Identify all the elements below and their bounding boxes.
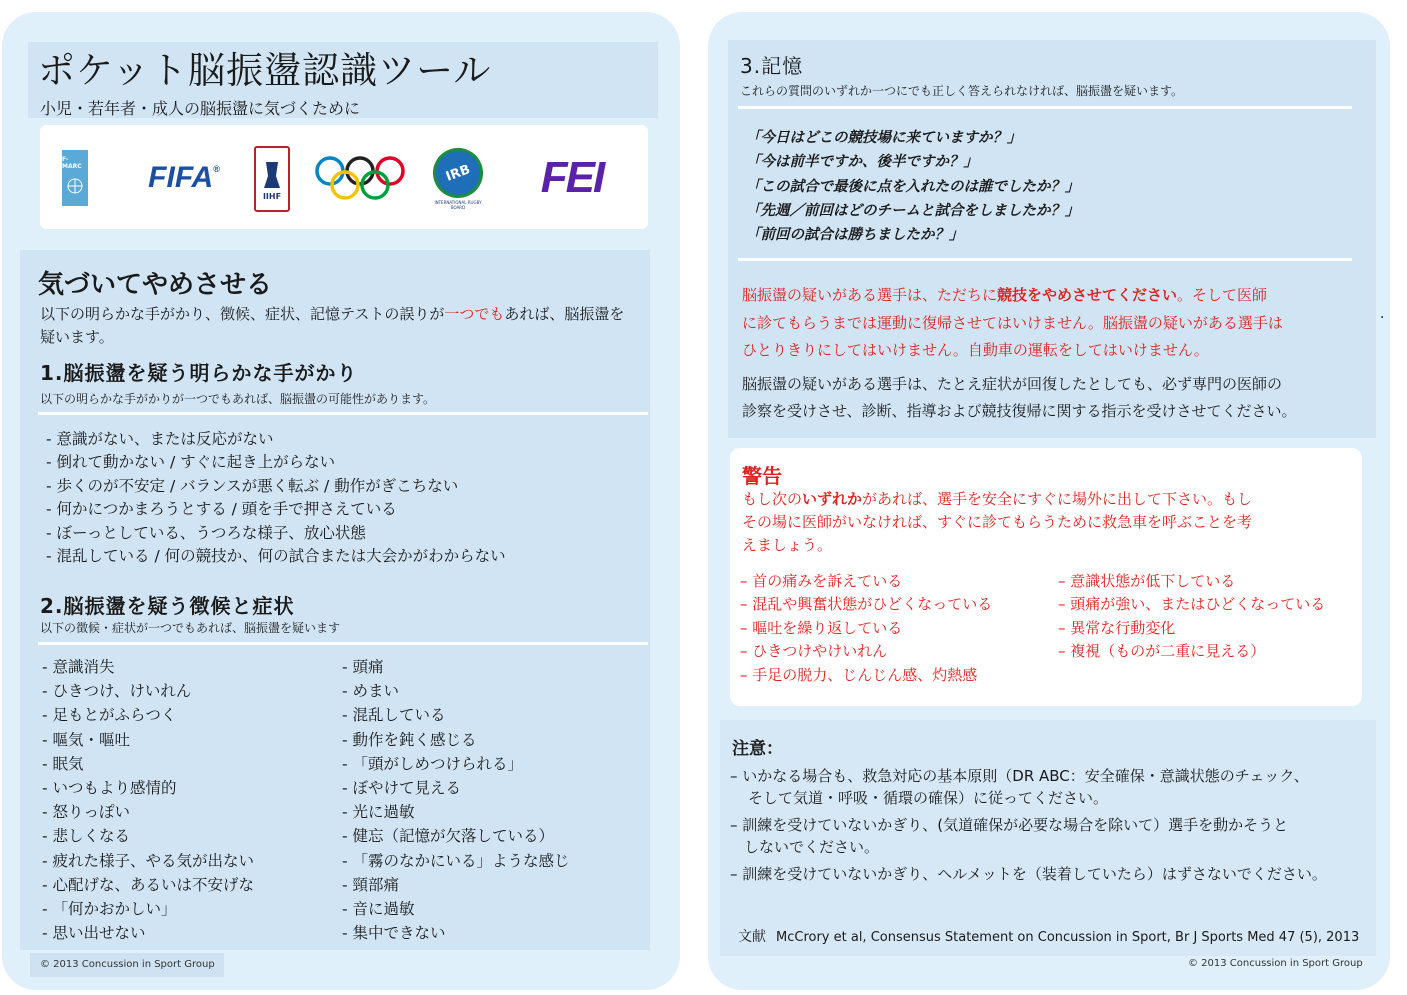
- symptom-list-item: - 眠気: [42, 754, 84, 773]
- sign-list-item: - 意識がない、または反応がない: [46, 430, 274, 448]
- warning-list-right: [1058, 570, 1325, 664]
- action-line2: に診てもらうまでは運動に復帰させてはいけません。脳振盪の疑いがある選手は: [742, 313, 1283, 332]
- reference-text: McCrory et al, Consensus Statement on Concussion in Sport, Br J Sports Med 47 (5), 2013: [776, 930, 1360, 945]
- fmarc-logo: [62, 150, 88, 206]
- section1-heading: 1.脳振盪を疑う明らかな手がかり: [40, 361, 358, 385]
- warning-list-item: – 嘔吐を繰り返している: [740, 618, 903, 637]
- fifa-logo: [138, 158, 230, 198]
- section3-subtitle: これらの質問のいずれか一つにでも正しく答えられなければ、脳振盪を疑います。: [740, 84, 1184, 98]
- memory-question: 「この試合で最後に点を入れたのは誰でしたか？」: [746, 178, 1080, 195]
- left-copyright: © 2013 Concussion in Sport Group: [40, 959, 215, 970]
- olympic-ring: [377, 158, 403, 184]
- fei-logo-text: FEI: [540, 153, 604, 202]
- warning-line3: えましょう。: [742, 536, 833, 554]
- symptom-list-item: - 「頭がしめつけられる」: [342, 754, 524, 773]
- warning-any-emphasis: いずれか: [802, 490, 863, 508]
- symptom-list-item: - 足もとがふらつく: [42, 706, 177, 725]
- symptom-list-item: - 疲れた様子、やる気が出ない: [42, 851, 255, 870]
- warning-list-item: – 頭痛が強い、またはひどくなっている: [1058, 595, 1326, 614]
- memory-question: 「今は前半ですか、後半ですか？」: [746, 154, 978, 171]
- reference: [738, 926, 1359, 946]
- warning-heading: 警告: [742, 464, 782, 488]
- recognize-intro: [40, 303, 650, 349]
- symptom-list-item: - めまい: [342, 682, 400, 701]
- warning-list-item: – 意識状態が低下している: [1058, 572, 1236, 590]
- warning-text: [742, 488, 1252, 557]
- memory-question: 「前回の試合は勝ちましたか？」: [746, 227, 964, 244]
- action-text: [742, 282, 1297, 426]
- section2-list-right: [342, 655, 570, 945]
- recognize-heading: 気づいてやめさせる: [38, 270, 273, 300]
- caution-item2-line2: しないでください。: [744, 837, 880, 856]
- warning-list-left: [740, 570, 992, 687]
- warning-line2: その場に医師がいなければ、すぐに診てもらうために救急車を呼ぶことを考: [742, 513, 1253, 531]
- olympic-ring: [362, 172, 388, 198]
- section1-subtitle: 以下の明らかな手がかりが一つでもあれば、脳振盪の可能性があります。: [40, 392, 436, 406]
- sign-list-item: - 混乱している / 何の競技か、何の試合または大会かがわからない: [46, 547, 506, 566]
- action-stop-emphasis: 競技をやめさせてください: [997, 286, 1178, 304]
- rugby-ball-icon: [426, 141, 490, 205]
- symptom-list-item: - 怒りっぽい: [42, 803, 131, 822]
- sign-list-item: - 何かにつかまろうとする / 頭を手で押さえている: [46, 500, 397, 519]
- section3-heading: 3.記憶: [740, 54, 804, 78]
- symptom-list-item: - 思い出せない: [42, 924, 146, 943]
- fei-logo: [512, 152, 632, 204]
- iihf-logo-text: IIHF: [262, 191, 282, 201]
- olympic-ring: [332, 172, 358, 198]
- symptom-list-item: - 嘔気・嘔吐: [42, 730, 131, 749]
- action-line1: 脳振盪の疑いがある選手は、ただちに: [742, 286, 998, 304]
- symptom-list-item: - いつもより感情的: [42, 779, 177, 798]
- memory-questions: [746, 126, 1080, 247]
- action-line5: 診察を受けさせ、診断、指導および競技復帰に関する指示を受けさせてください。: [742, 402, 1297, 420]
- section3-divider-bottom: [738, 258, 1352, 261]
- recognize-intro-highlight: 一つでも: [444, 305, 505, 323]
- warning-list-item: – 異常な行動変化: [1058, 618, 1176, 637]
- symptom-list-item: - 意識消失: [42, 658, 115, 676]
- caution-item1-line2: そして気道・呼吸・循環の確保）に従ってください。: [748, 788, 1109, 807]
- caution-heading: 注意：: [732, 739, 783, 759]
- caution-item3: – 訓練を受けていないかぎり、ヘルメットを（装着していたら）はずさないでください。: [730, 865, 1327, 883]
- symptom-list-item: - 集中できない: [342, 924, 446, 943]
- section2-heading: 2.脳振盪を疑う徴候と症状: [40, 594, 295, 618]
- section2-subtitle: 以下の徴候・症状が一つでもあれば、脳振盪を疑います: [40, 621, 341, 635]
- warning-list-item: – 手足の脱力、じんじん感、灼熱感: [740, 665, 978, 684]
- section1-divider: [38, 412, 648, 415]
- recognize-intro-text: 以下の明らかな手がかり、徴候、症状、記憶テストの誤りが: [40, 305, 445, 323]
- sign-list-item: - ぼーっとしている、うつろな様子、放心状態: [46, 523, 366, 542]
- symptom-list-item: - 悲しくなる: [42, 827, 131, 846]
- section2-list-left: [42, 655, 254, 945]
- irb-logo-subtext: INTERNATIONAL RUGBY BOARD: [434, 200, 482, 210]
- stray-dot: .: [1380, 306, 1385, 322]
- symptom-list-item: - 音に過敏: [342, 900, 415, 919]
- olympic-ring: [347, 158, 373, 184]
- caution-item2-line1: – 訓練を受けていないかぎり、(気道確保が必要な場合を除いて）選手を動かそうと: [730, 816, 1289, 834]
- iihf-logo: [254, 146, 290, 212]
- warning-list-item: – 複視（ものが二重に見える）: [1058, 642, 1266, 661]
- warning-list-item: – ひきつけやけいれん: [740, 642, 888, 661]
- page-title: ポケット脳振盪認識ツール: [38, 49, 492, 92]
- sign-list-item: - 倒れて動かない / すぐに起き上がらない: [46, 453, 336, 472]
- recognize-intro-line2: 疑います。: [40, 328, 114, 346]
- memory-question: 「今日はどこの競技場に来ていますか？」: [746, 130, 1022, 146]
- symptom-list-item: - ぼやけて見える: [342, 779, 462, 798]
- symptom-list-item: - 「霧のなかにいる」ような感じ: [342, 851, 570, 870]
- reference-label: 文献: [738, 929, 766, 945]
- warning-line1-end: があれば、選手を安全にすぐに場外に出して下さい。もし: [862, 490, 1253, 508]
- action-line1-end: 。そして医師: [1177, 286, 1268, 304]
- action-line4: 脳振盪の疑いがある選手は、たとえ症状が回復したとしても、必ず専門の医師の: [742, 374, 1283, 393]
- caution-item1-line1: – いかなる場合も、救急対応の基本原則（DR ABC：安全確保・意識状態のチェック、: [730, 767, 1309, 785]
- irb-logo-text: IRB: [443, 161, 473, 185]
- fifa-logo-text: FIFA: [148, 161, 214, 194]
- right-copyright: © 2013 Concussion in Sport Group: [1188, 958, 1363, 969]
- symptom-list-item: - 心配げな、あるいは不安げな: [42, 875, 255, 894]
- warning-line1: もし次の: [742, 490, 803, 508]
- action-line3: ひとりきりにしてはいけません。自動車の運転をしてはいけません。: [742, 341, 1209, 359]
- irb-logo: [430, 148, 486, 210]
- symptom-list-item: - 動作を鈍く感じる: [342, 730, 477, 749]
- symptom-list-item: - 健忘（記憶が欠落している）: [342, 827, 555, 846]
- section1-list: [46, 428, 506, 568]
- symptom-list-item: - 「何かおかしい」: [42, 900, 177, 919]
- memory-question: 「先週／前回はどのチームと試合をしましたか？」: [746, 202, 1080, 219]
- warning-list-item: – 混乱や興奮状態がひどくなっている: [740, 595, 993, 614]
- section3-divider-top: [738, 106, 1352, 109]
- symptom-list-item: - 混乱している: [342, 706, 446, 725]
- olympic-rings-logo: [314, 154, 406, 204]
- symptom-list-item: - 光に過敏: [342, 803, 415, 822]
- hockey-player-icon: [260, 158, 284, 192]
- page-subtitle: 小児・若年者・成人の脳振盪に気づくために: [40, 99, 361, 118]
- symptom-list-item: - ひきつけ、けいれん: [42, 682, 192, 701]
- globe-icon: [65, 170, 85, 200]
- symptom-list-item: - 頭痛: [342, 658, 384, 676]
- recognize-intro-text-end: あれば、脳振盪を: [504, 305, 625, 323]
- sign-list-item: - 歩くのが不安定 / バランスが悪く転ぶ / 動作がぎこちない: [46, 476, 459, 495]
- fmarc-logo-text: F-MARC: [62, 156, 82, 170]
- caution-text: [730, 766, 1327, 886]
- warning-list-item: – 首の痛みを訴えている: [740, 572, 903, 590]
- olympic-ring: [317, 158, 343, 184]
- symptom-list-item: - 頸部痛: [342, 875, 400, 894]
- section2-divider: [38, 642, 648, 645]
- fifa-registered-mark: ®: [213, 164, 220, 174]
